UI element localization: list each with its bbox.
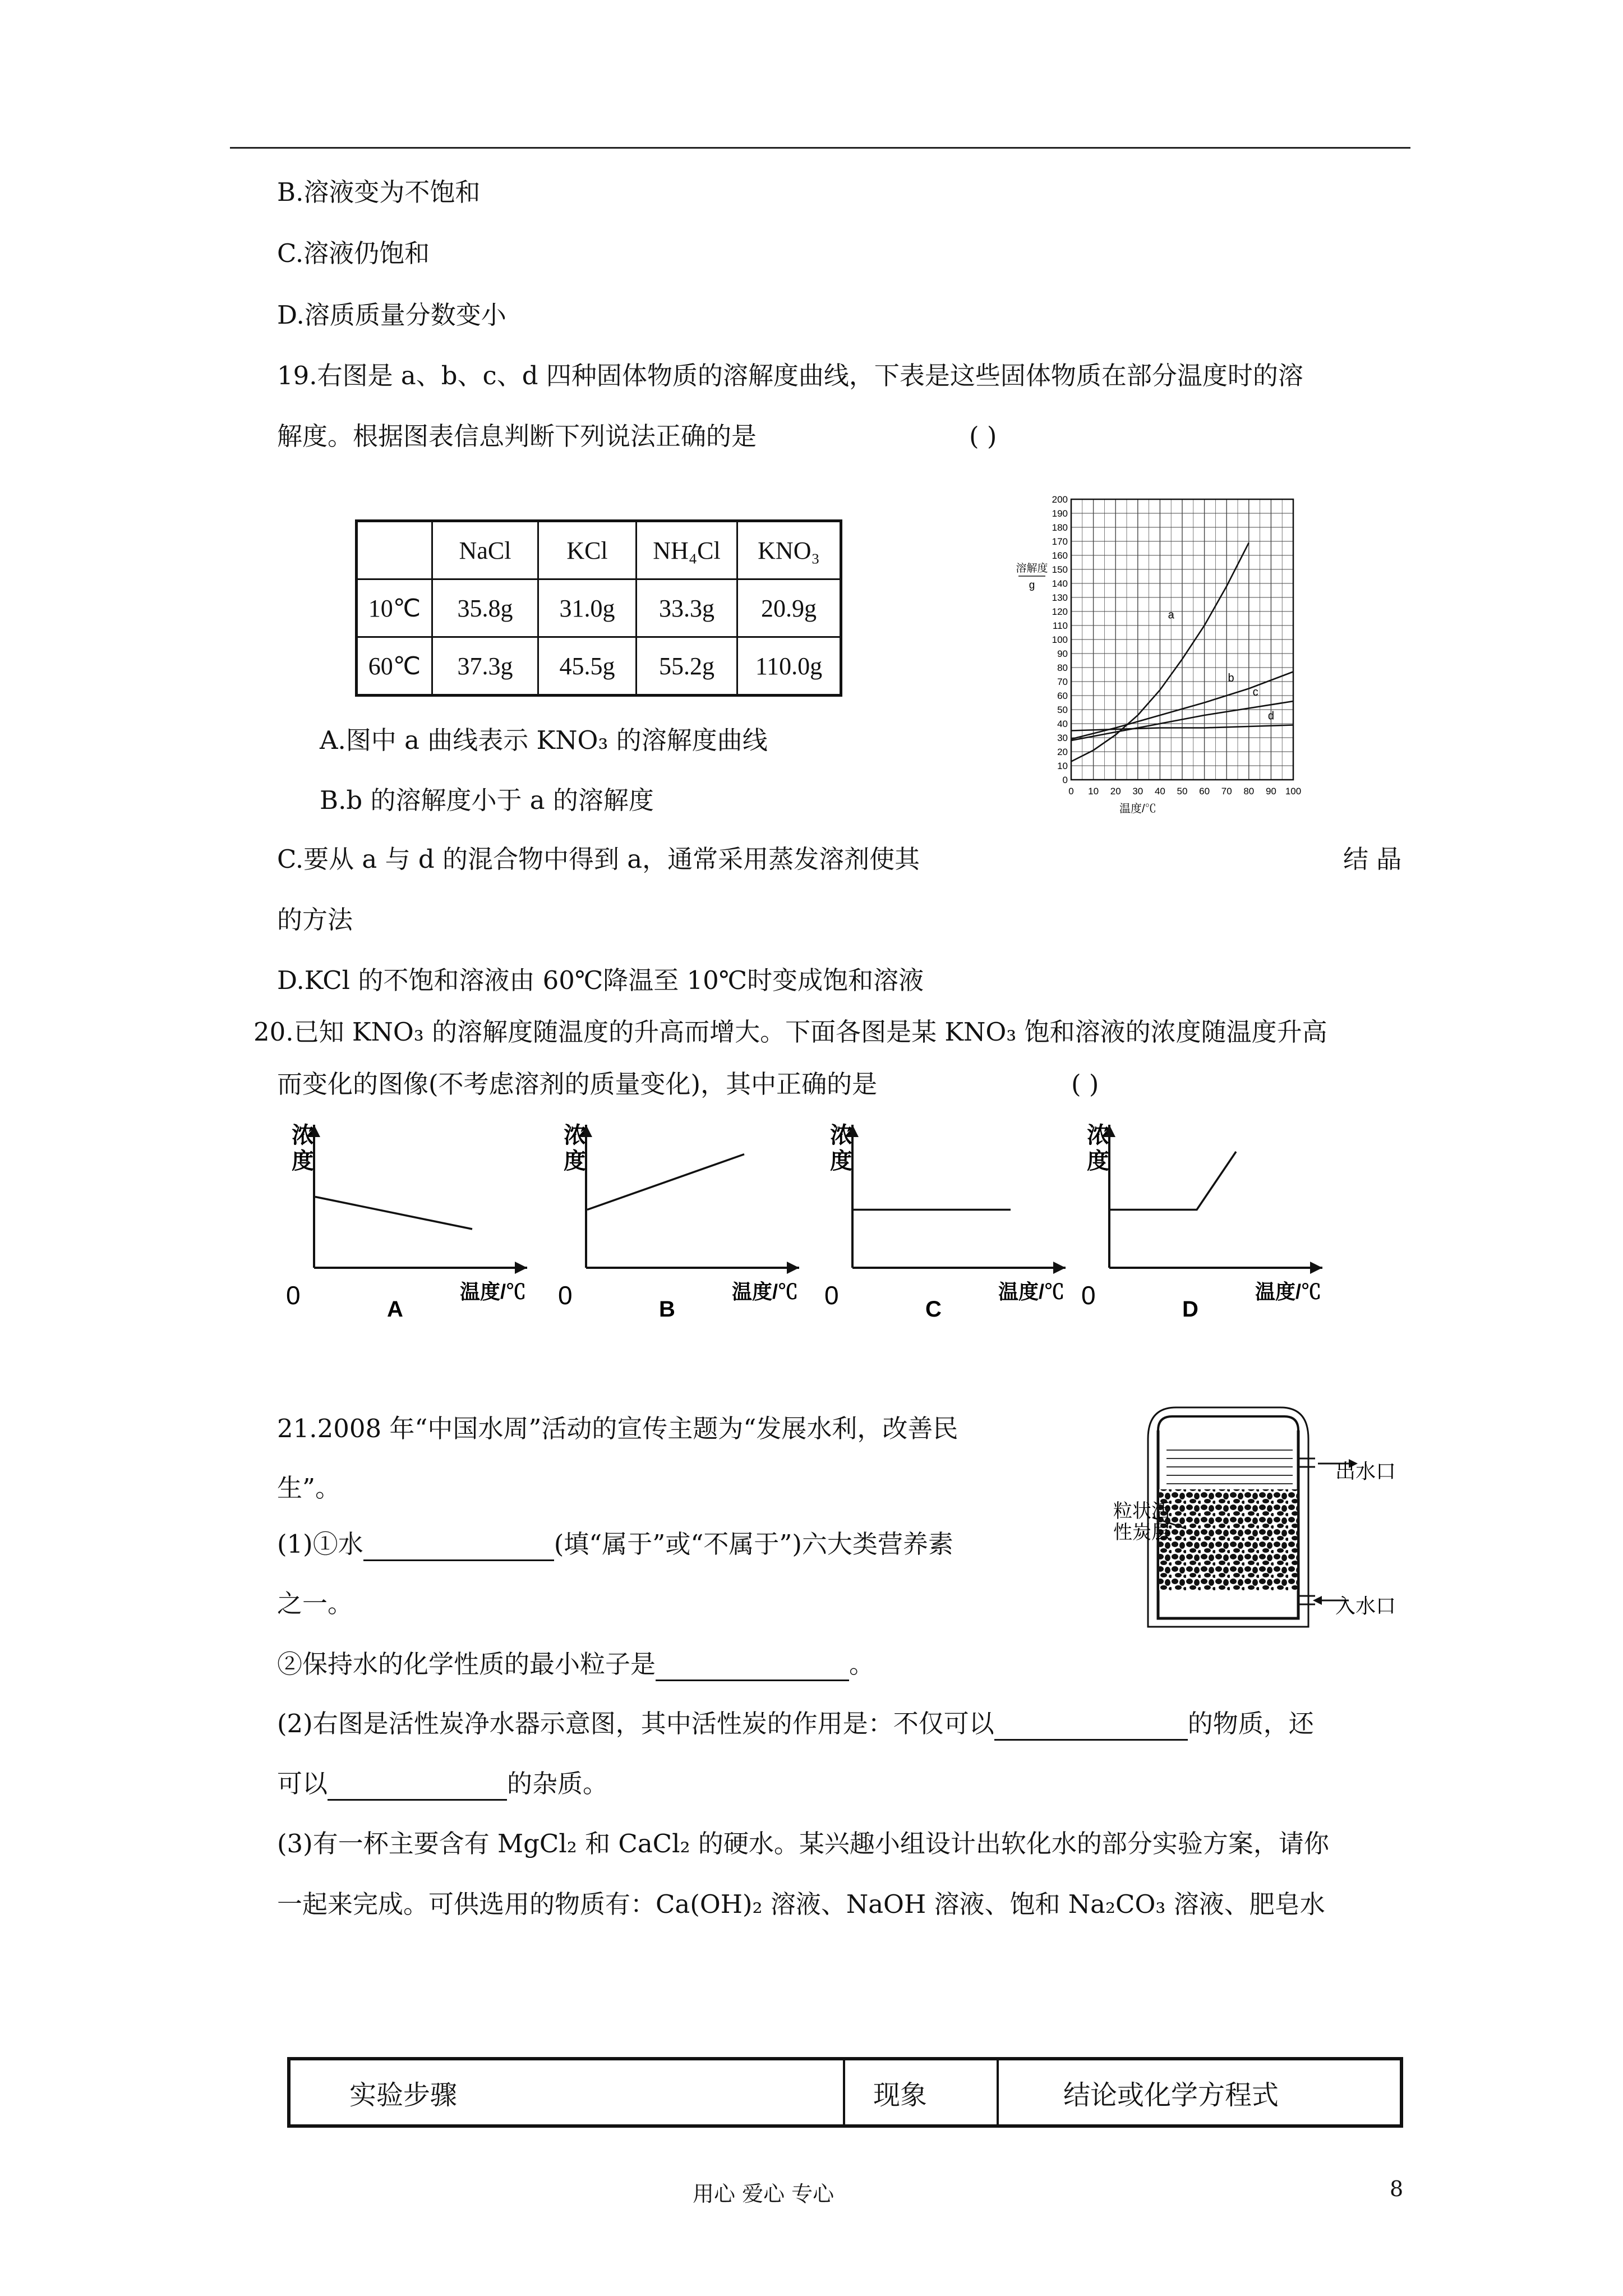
- series-label-a: a: [1168, 609, 1174, 622]
- q21-part1a-prefix: (1)①水: [277, 1529, 363, 1559]
- footer-motto: 用心 爱心 专心: [693, 2182, 834, 2206]
- table-cell: 45.5g: [538, 637, 637, 696]
- origin-label: 0: [824, 1281, 839, 1310]
- table-cell: [357, 521, 432, 579]
- carbon-label-1: 粒状活: [1113, 1500, 1170, 1522]
- q19-option-a: A.图中 a 曲线表示 KNO₃ 的溶解度曲线: [320, 725, 768, 755]
- table-cell: 37.3g: [432, 637, 538, 696]
- q21-part1b: [277, 1648, 874, 1681]
- table-header-row: [357, 521, 841, 579]
- x-axis-label: 温度/℃: [460, 1280, 527, 1303]
- table-cell: 33.3g: [637, 579, 737, 637]
- table-cell: 110.0g: [737, 637, 841, 696]
- panel-label: B: [659, 1297, 675, 1322]
- q21-part2-l2-suffix: 的杂质。: [507, 1769, 608, 1798]
- x-axis-label: 温度/℃: [998, 1280, 1065, 1303]
- table-cell: 结论或化学方程式: [998, 2059, 1401, 2126]
- concentration-graph-A: [286, 1123, 527, 1322]
- y-tick-label: 110: [1052, 620, 1068, 631]
- y-axis-unit: g: [1029, 579, 1035, 591]
- q21-part1b-suffix: 。: [849, 1649, 875, 1679]
- y-axis-label: 度: [830, 1149, 852, 1174]
- page-number: 8: [1390, 2177, 1404, 2201]
- table-cell: 实验步骤: [289, 2059, 844, 2126]
- origin-label: 0: [286, 1281, 301, 1310]
- y-tick-label: 60: [1057, 691, 1068, 701]
- table-cell: 35.8g: [432, 579, 538, 637]
- q19-option-c-line2: 的方法: [277, 905, 353, 935]
- y-tick-label: 0: [1062, 775, 1068, 785]
- carbon-label-2: 性炭层: [1113, 1521, 1170, 1544]
- table-cell: 现象: [844, 2059, 998, 2126]
- q21-part1a: [277, 1527, 953, 1561]
- q19-line2: 解度。根据图表信息判断下列说法正确的是: [277, 421, 757, 451]
- option-18c: C.溶液仍饱和: [277, 238, 430, 268]
- y-axis-label: 浓: [564, 1123, 586, 1148]
- q19-option-c-end: 结 晶: [1343, 844, 1402, 874]
- table-cell: 60℃: [357, 637, 432, 696]
- concentration-line: [587, 1154, 744, 1210]
- table-cell: 10℃: [357, 579, 432, 637]
- outlet-label: 出水口: [1335, 1460, 1396, 1483]
- y-tick-label: 90: [1057, 648, 1068, 659]
- q20-line2: 而变化的图像(不考虑溶剂的质量变化)，其中正确的是: [277, 1069, 878, 1099]
- y-tick-label: 80: [1057, 662, 1068, 673]
- x-tick-label: 10: [1088, 786, 1099, 797]
- q21-part2-prefix: (2)右图是活性炭净水器示意图，其中活性炭的作用是：不仅可以: [277, 1709, 994, 1738]
- concentration-graph-B: [558, 1123, 799, 1322]
- y-axis-label: 度: [292, 1149, 314, 1174]
- q20-answer-paren: ( ): [1071, 1069, 1099, 1099]
- table-cell: 31.0g: [538, 579, 637, 637]
- y-tick-label: 140: [1052, 578, 1068, 589]
- concentration-line: [1110, 1152, 1236, 1210]
- table-row: [357, 637, 841, 696]
- q21-line1: 21.2008 年“中国水周”活动的宣传主题为“发展水利，改善民: [277, 1414, 958, 1443]
- x-tick-label: 50: [1177, 786, 1188, 797]
- x-tick-label: 20: [1110, 786, 1121, 797]
- series-label-c: c: [1252, 686, 1258, 698]
- q21-part2-line2: [277, 1767, 608, 1801]
- x-tick-label: 90: [1265, 786, 1276, 797]
- y-axis-label: 浓: [830, 1123, 852, 1148]
- panel-label: C: [925, 1297, 942, 1322]
- panel-label: D: [1182, 1297, 1198, 1322]
- chart-grid: [1071, 499, 1293, 780]
- answer-blank[interactable]: [994, 1713, 1188, 1741]
- x-axis-label: 温度/℃: [1119, 803, 1156, 815]
- y-tick-label: 40: [1057, 719, 1068, 729]
- x-tick-label: 60: [1199, 786, 1210, 797]
- header-rule: [230, 147, 1410, 149]
- answer-blank[interactable]: [363, 1534, 554, 1561]
- y-tick-label: 130: [1052, 592, 1068, 603]
- inlet-label: 入水口: [1335, 1595, 1396, 1618]
- table-header-row: [289, 2059, 1401, 2126]
- y-axis-label: 浓: [292, 1123, 314, 1148]
- y-tick-label: 180: [1052, 522, 1068, 533]
- q19-option-c-line1: C.要从 a 与 d 的混合物中得到 a，通常采用蒸发溶剂使其: [277, 844, 920, 874]
- concentration-graph-D: [1081, 1123, 1322, 1322]
- answer-blank[interactable]: [656, 1654, 849, 1681]
- q21-part1b-prefix: ②保持水的化学性质的最小粒子是: [277, 1649, 656, 1679]
- series-label-d: d: [1267, 710, 1274, 723]
- x-axis-label: 温度/℃: [1255, 1280, 1322, 1303]
- origin-label: 0: [1081, 1281, 1096, 1310]
- q21-part2-l2-prefix: 可以: [277, 1769, 328, 1798]
- y-tick-label: 160: [1052, 550, 1068, 561]
- table-cell: NH₄Cl: [637, 521, 737, 579]
- x-axis-label: 温度/℃: [732, 1280, 799, 1303]
- concentration-graph-C: [824, 1123, 1066, 1322]
- x-tick-label: 70: [1221, 786, 1232, 797]
- y-tick-label: 10: [1057, 761, 1068, 771]
- series-label-b: b: [1228, 672, 1234, 684]
- option-18b: B.溶液变为不饱和: [277, 177, 481, 207]
- y-tick-label: 190: [1052, 508, 1068, 519]
- x-tick-label: 30: [1132, 786, 1144, 797]
- y-tick-label: 70: [1057, 677, 1068, 687]
- x-tick-label: 100: [1285, 786, 1302, 797]
- q21-part1a-cont: 之一。: [277, 1589, 353, 1618]
- x-axis-arrow: [515, 1262, 527, 1274]
- experiment-table: [287, 2057, 1403, 2128]
- y-axis-label: 度: [564, 1149, 586, 1174]
- q19-option-b: B.b 的溶解度小于 a 的溶解度: [320, 785, 654, 815]
- x-tick-label: 80: [1243, 786, 1255, 797]
- table-cell: 20.9g: [737, 579, 841, 637]
- answer-blank[interactable]: [328, 1773, 507, 1801]
- table-cell: KNO₃: [737, 521, 841, 579]
- q19-answer-paren: ( ): [969, 421, 997, 451]
- concentration-graphs: [280, 1114, 1380, 1327]
- y-tick-label: 200: [1052, 494, 1068, 505]
- carbon-filter-diagram: [1113, 1405, 1405, 1630]
- q19-option-d: D.KCl 的不饱和溶液由 60℃降温至 10℃时变成饱和溶液: [277, 965, 924, 995]
- x-axis-arrow: [787, 1262, 799, 1274]
- q20-line1: 20.已知 KNO₃ 的溶解度随温度的升高而增大。下面各图是某 KNO₃ 饱和溶液的浓度随温度升高: [253, 1017, 1327, 1047]
- q21-part2-line1: [277, 1707, 1314, 1741]
- q21-part3-line1: (3)有一杯主要含有 MgCl₂ 和 CaCl₂ 的硬水。某兴趣小组设计出软化水的部分实验方案，请你: [277, 1829, 1329, 1858]
- table-cell: KCl: [538, 521, 637, 579]
- option-18d: D.溶质质量分数变小: [277, 300, 506, 330]
- table-cell: NaCl: [432, 521, 538, 579]
- y-tick-label: 30: [1057, 733, 1068, 743]
- x-axis-arrow: [1053, 1262, 1066, 1274]
- q21-line2: 生”。: [277, 1473, 341, 1503]
- y-axis-label: 浓: [1087, 1123, 1109, 1148]
- x-tick-label: 40: [1154, 786, 1165, 797]
- y-tick-label: 50: [1057, 705, 1068, 715]
- origin-label: 0: [558, 1281, 573, 1310]
- table-row: [357, 579, 841, 637]
- q19-line1: 19.右图是 a、b、c、d 四种固体物质的溶解度曲线，下表是这些固体物质在部分温度时的溶: [277, 361, 1303, 390]
- y-tick-label: 170: [1052, 536, 1068, 547]
- table-cell: 55.2g: [637, 637, 737, 696]
- y-tick-label: 120: [1052, 606, 1068, 617]
- y-tick-label: 20: [1057, 747, 1068, 757]
- y-axis-label: 溶解度: [1016, 563, 1048, 574]
- concentration-line: [315, 1197, 472, 1230]
- q21-part1a-suffix: (填“属于”或“不属于”)六大类营养素: [554, 1529, 953, 1559]
- q21-part2-mid: 的物质，还: [1187, 1709, 1314, 1738]
- x-axis-arrow: [1310, 1262, 1322, 1274]
- q21-part3-line2: 一起来完成。可供选用的物质有：Ca(OH)₂ 溶液、NaOH 溶液、饱和 Na₂CO₃ 溶液、肥皂水: [277, 1889, 1325, 1919]
- x-tick-label: 0: [1068, 786, 1074, 797]
- y-tick-label: 150: [1052, 564, 1068, 575]
- y-tick-label: 100: [1052, 634, 1068, 645]
- panel-label: A: [387, 1297, 403, 1322]
- y-axis-label: 度: [1087, 1149, 1109, 1174]
- solubility-table: [355, 519, 842, 697]
- solubility-curve-chart: [1015, 482, 1329, 830]
